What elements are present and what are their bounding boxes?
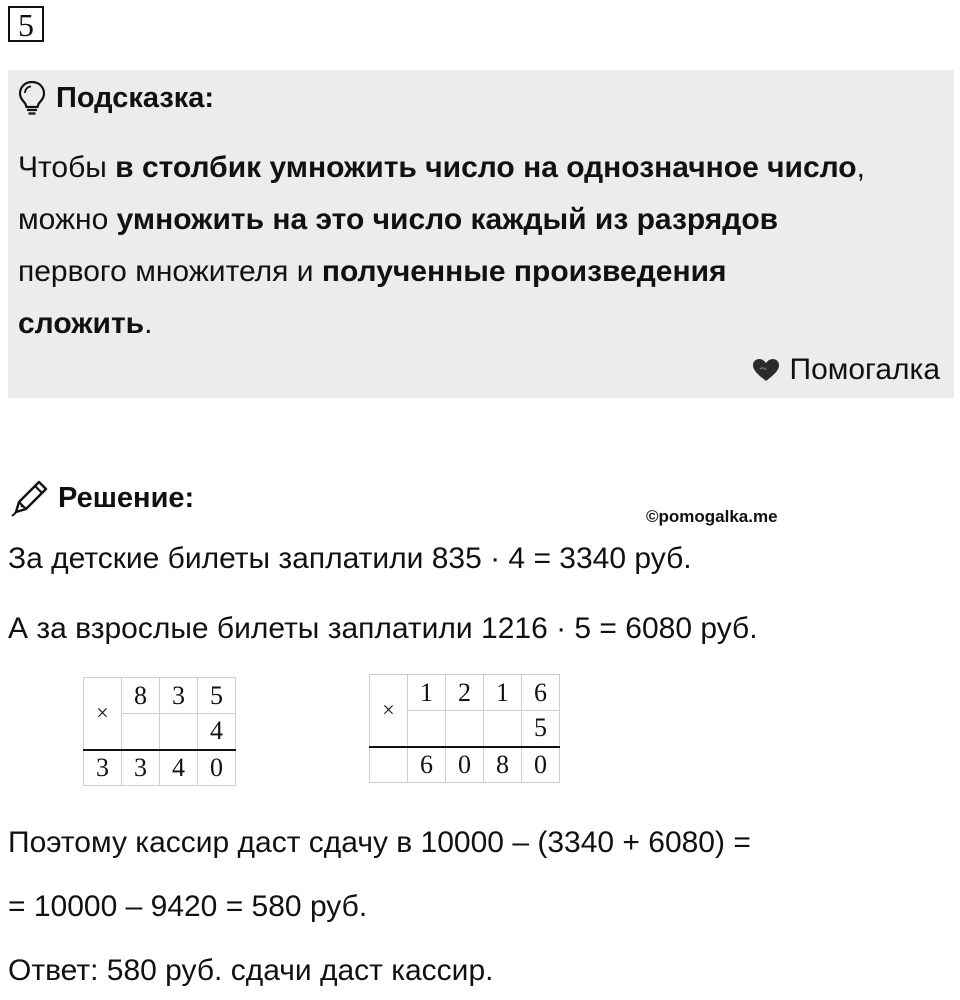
solution-line-4: = 10000 – 9420 = 580 руб. [8, 890, 368, 923]
digit-cell: 4 [198, 714, 236, 750]
digit-cell: 4 [160, 750, 198, 786]
solution-line-3: Поэтому кассир даст сдачу в 10000 – (3340 + 6080) = [8, 826, 751, 859]
solution-line-2: А за взрослые билеты заплатили 1216 · 5 = 6080 руб. [8, 612, 758, 645]
times-sign: × [370, 675, 408, 747]
digit-cell [370, 747, 408, 783]
digit-cell: 3 [122, 750, 160, 786]
watermark: ©pomogalka.me [646, 507, 778, 526]
multiplication-1216x5 [369, 674, 560, 783]
solution-title: Решение: [58, 481, 195, 514]
heart-icon [752, 358, 780, 382]
digit-cell: 6 [408, 747, 446, 783]
task-number: 5 [8, 6, 44, 42]
digit-cell: 6 [522, 675, 560, 711]
digit-cell: 3 [160, 678, 198, 714]
digit-cell [484, 711, 522, 747]
multiplication-835x4 [83, 677, 236, 786]
digit-cell [160, 714, 198, 750]
digit-cell [446, 711, 484, 747]
digit-cell: 1 [484, 675, 522, 711]
digit-cell: 1 [408, 675, 446, 711]
digit-cell: 2 [446, 675, 484, 711]
digit-cell: 3 [84, 750, 122, 786]
digit-cell: 0 [198, 750, 236, 786]
digit-cell: 5 [198, 678, 236, 714]
pencil-icon [10, 478, 50, 518]
hint-header [18, 76, 214, 120]
credit-label: Помогалка [789, 353, 940, 386]
solution-line-1: За детские билеты заплатили 835 · 4 = 3340 руб. [8, 542, 692, 575]
digit-cell [408, 711, 446, 747]
digit-cell: 0 [446, 747, 484, 783]
digit-cell: 5 [522, 711, 560, 747]
digit-cell: 8 [484, 747, 522, 783]
digit-cell: 8 [122, 678, 160, 714]
times-sign: × [84, 678, 122, 750]
lightbulb-icon [18, 80, 46, 116]
hint-text: Чтобы в столбик умножить число на однозначное число, можно умножить на это число каждый из разрядов первого множителя и полученные произведения сложить. [18, 151, 865, 340]
digit-cell [122, 714, 160, 750]
hint-title: Подсказка: [56, 81, 215, 114]
digit-cell: 0 [522, 747, 560, 783]
hint-credit [752, 350, 941, 390]
answer-line: Ответ: 580 руб. сдачи даст кассир. [8, 954, 494, 987]
solution-header [10, 476, 194, 520]
